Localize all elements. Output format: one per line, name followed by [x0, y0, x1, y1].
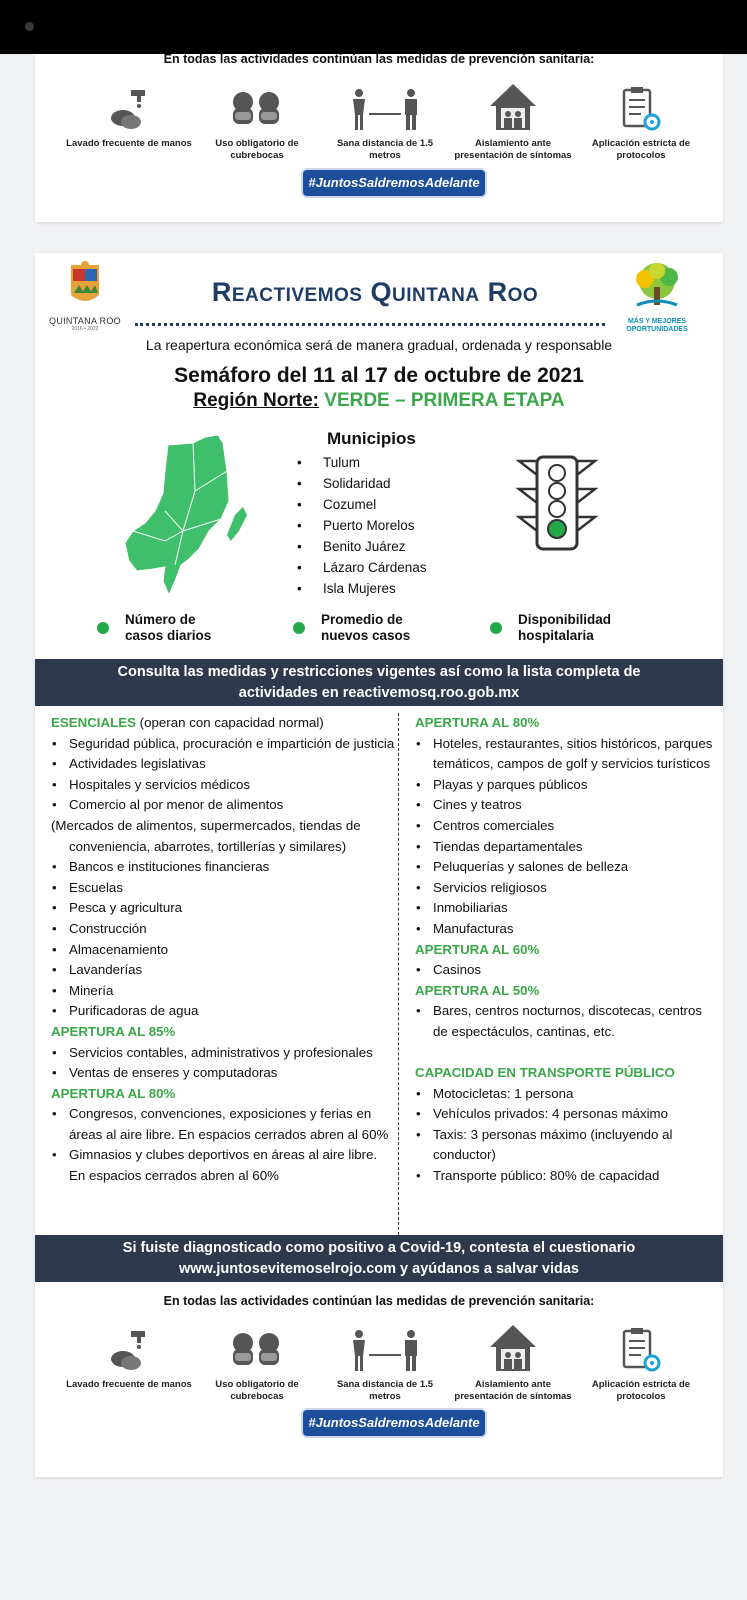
section-title: APERTURA AL 85% [51, 1023, 176, 1039]
list-item: • Construcción [51, 919, 396, 940]
banner-line: actividades en reactivemosq.roo.gob.mx [238, 685, 520, 701]
logo-tagline-2: OPORTUNIDADES [626, 326, 688, 333]
apertura-85-list [51, 1043, 396, 1084]
list-item: • Lavanderías [51, 960, 396, 981]
indicator-line: Número de [125, 612, 196, 627]
list-item: • Minería [51, 981, 396, 1002]
prevention-label: Lavado frecuente de manos [66, 1379, 192, 1390]
banner-line: Consulta las medidas y restricciones vigentes así como la lista completa de [117, 664, 641, 680]
protocol-checklist-icon [577, 78, 705, 132]
subtitle: La reapertura económica será de manera gradual, ordenada y responsable [145, 337, 613, 353]
section-title: APERTURA AL 80% [51, 1085, 176, 1101]
list-item: • Seguridad pública, procuración e impartición de justicia [51, 734, 396, 755]
list-item: • Servicios religiosos [415, 878, 715, 899]
indicator-promedio [321, 612, 410, 644]
covid-banner [35, 1235, 723, 1282]
list-item: • Benito Juárez [297, 536, 427, 557]
prevention-item [321, 1319, 449, 1403]
indicator-line: nuevos casos [321, 628, 411, 643]
prevention-title: En todas las actividades continúan las medidas de prevención sanitaria: [163, 52, 595, 66]
list-item: • Pesca y agricultura [51, 898, 396, 919]
region-status [35, 390, 723, 412]
prevention-label: Sana distancia de 1.5 metros [336, 1379, 434, 1402]
home-isolation-icon [449, 1319, 577, 1373]
consulta-banner [35, 659, 723, 706]
list-item: • Hoteles, restaurantes, sitios históricos, parques temáticos, campos de golf y servicios turísticos [415, 734, 715, 775]
home-isolation-icon [449, 78, 577, 132]
municipios-list [297, 452, 427, 599]
hand-washing-icon [65, 1319, 193, 1373]
list-item: • Peluquerías y salones de belleza [415, 857, 715, 878]
tree-icon [627, 261, 687, 313]
list-item: • Tulum [297, 452, 427, 473]
title-divider [135, 323, 605, 326]
prevention-items [65, 78, 705, 162]
status-green-dot [293, 622, 305, 634]
prevention-item [193, 78, 321, 162]
prevention-label: Aplicación estricta de protocolos [591, 138, 691, 161]
apertura-50-list [415, 1001, 715, 1042]
indicator-line: Promedio de [321, 612, 403, 627]
list-item: • Congresos, convenciones, exposiciones y ferias en áreas al aire libre. En espacios cerrados abren al 60% [51, 1104, 396, 1145]
list-item: • Almacenamiento [51, 940, 396, 961]
left-column [51, 713, 396, 1187]
quintana-roo-logo [45, 261, 125, 332]
top-card [35, 54, 723, 222]
logo-name: QUINTANA ROO [49, 316, 121, 326]
list-item: • Centros comerciales [415, 816, 715, 837]
section-note: (operan con capacidad normal) [135, 715, 324, 730]
list-item: • Cozumel [297, 494, 427, 515]
list-item: • Casinos [415, 960, 715, 981]
transporte-list [415, 1084, 715, 1187]
column-divider [398, 713, 399, 1235]
region-value: VERDE – PRIMERA ETAPA [324, 390, 565, 411]
list-item: • Playas y parques públicos [415, 775, 715, 796]
face-mask-icon [193, 1319, 321, 1373]
right-column [415, 713, 715, 1187]
face-mask-icon [193, 78, 321, 132]
prevention-label: Sana distancia de 1.5 metros [336, 138, 434, 161]
list-item: • Servicios contables, administrativos y profesionales [51, 1043, 396, 1064]
list-item: • Inmobiliarias [415, 898, 715, 919]
section-title: APERTURA AL 50% [415, 982, 540, 998]
list-item: • Transporte público: 80% de capacidad [415, 1166, 715, 1187]
prevention-label: Aplicación estricta de protocolos [591, 1379, 691, 1402]
main-card [35, 253, 723, 1477]
prevention-title: En todas las actividades continúan las medidas de prevención sanitaria: [163, 1294, 595, 1308]
list-item: • Vehículos privados: 4 personas máximo [415, 1104, 715, 1125]
prevention-item [65, 78, 193, 162]
list-item: • Lázaro Cárdenas [297, 557, 427, 578]
municipios-title: Municipios [327, 429, 416, 448]
protocol-checklist-icon [577, 1319, 705, 1373]
list-item: • Escuelas [51, 878, 396, 899]
list-item: • Tiendas departamentales [415, 837, 715, 858]
list-item: • Cines y teatros [415, 795, 715, 816]
status-green-dot [490, 622, 502, 634]
prevention-label: Aislamiento ante presentación de síntomas [454, 138, 572, 161]
list-item: • Isla Mujeres [297, 578, 427, 599]
section-title: ESENCIALES [51, 715, 136, 730]
esenciales-heading [51, 713, 396, 734]
logo-years: 2016 • 2022 [71, 326, 99, 332]
apertura-60-list [415, 960, 715, 981]
semaforo-dates: Semáforo del 11 al 17 de octubre de 2021 [174, 364, 584, 387]
esenciales-list [51, 734, 396, 816]
page-title: Reactivemos Quintana Roo [211, 277, 539, 307]
list-item: • Bancos e instituciones financieras [51, 857, 396, 878]
list-item: • Bares, centros nocturnos, discotecas, centros de espectáculos, cantinas, etc. [415, 1001, 715, 1042]
section-title: APERTURA AL 80% [415, 715, 540, 730]
prevention-items [65, 1319, 705, 1403]
apertura-80-list-right [415, 734, 715, 940]
prevention-label: Aislamiento ante presentación de síntomas [454, 1379, 572, 1402]
indicator-line: Disponibilidad [518, 612, 611, 627]
logo-tagline-1: MÁS Y MEJORES [627, 318, 687, 325]
indicator-line: hospitalaria [518, 628, 594, 643]
banner-line: Si fuiste diagnosticado como positivo a Covid-19, contesta el cuestionario [122, 1240, 636, 1256]
hashtag-badge: #JuntosSaldremosAdelante [303, 1410, 485, 1436]
mas-oportunidades-logo [617, 261, 697, 334]
list-item: • Manufacturas [415, 919, 715, 940]
indicator-line: casos diarios [125, 628, 212, 643]
list-item: • Hospitales y servicios médicos [51, 775, 396, 796]
prevention-item [449, 1319, 577, 1403]
prevention-item [577, 1319, 705, 1403]
prevention-label: Lavado frecuente de manos [66, 138, 192, 149]
prevention-label: Uso obligatorio de cubrebocas [215, 1379, 299, 1402]
list-item: • Comercio al por menor de alimentos [51, 795, 396, 816]
indicator-casos-diarios [125, 612, 211, 644]
status-green-dot [97, 622, 109, 634]
list-item: • Gimnasios y clubes deportivos en áreas al aire libre. En espacios cerrados abren al 60% [51, 1145, 396, 1186]
region-label: Región Norte: [193, 390, 319, 411]
prevention-item [577, 78, 705, 162]
social-distance-icon [321, 78, 449, 132]
prevention-item [193, 1319, 321, 1403]
prevention-label: Uso obligatorio de cubrebocas [215, 138, 299, 161]
list-item: • Ventas de enseres y computadoras [51, 1063, 396, 1084]
section-title: APERTURA AL 60% [415, 941, 540, 957]
list-item: • Motocicletas: 1 persona [415, 1084, 715, 1105]
list-item: • Puerto Morelos [297, 515, 427, 536]
banner-line: www.juntosevitemoselrojo.com y ayúdanos a salvar vidas [179, 1261, 579, 1277]
indicator-hospitalaria [518, 612, 611, 644]
quintana-roo-map-icon [123, 431, 253, 601]
esenciales-list-2 [51, 857, 396, 1022]
camera-dot [25, 22, 34, 31]
section-title: CAPACIDAD EN TRANSPORTE PÚBLICO [415, 1065, 675, 1081]
list-item: • Actividades legislativas [51, 754, 396, 775]
apertura-80-list-left [51, 1104, 396, 1186]
esenciales-note: (Mercados de alimentos, supermercados, tiendas de conveniencia, abarrotes, tortillerías y similares) [51, 817, 361, 854]
prevention-item [321, 78, 449, 162]
prevention-item [65, 1319, 193, 1403]
social-distance-icon [321, 1319, 449, 1373]
list-item: • Purificadoras de agua [51, 1001, 396, 1022]
list-item: • Taxis: 3 personas máximo (incluyendo al conductor) [415, 1125, 715, 1166]
hashtag-badge: #JuntosSaldremosAdelante [303, 170, 485, 196]
traffic-light-icon [515, 455, 599, 555]
prevention-item [449, 78, 577, 162]
list-item: • Solidaridad [297, 473, 427, 494]
state-shield-icon [67, 261, 103, 309]
hand-washing-icon [65, 78, 193, 132]
status-bar [0, 0, 747, 54]
